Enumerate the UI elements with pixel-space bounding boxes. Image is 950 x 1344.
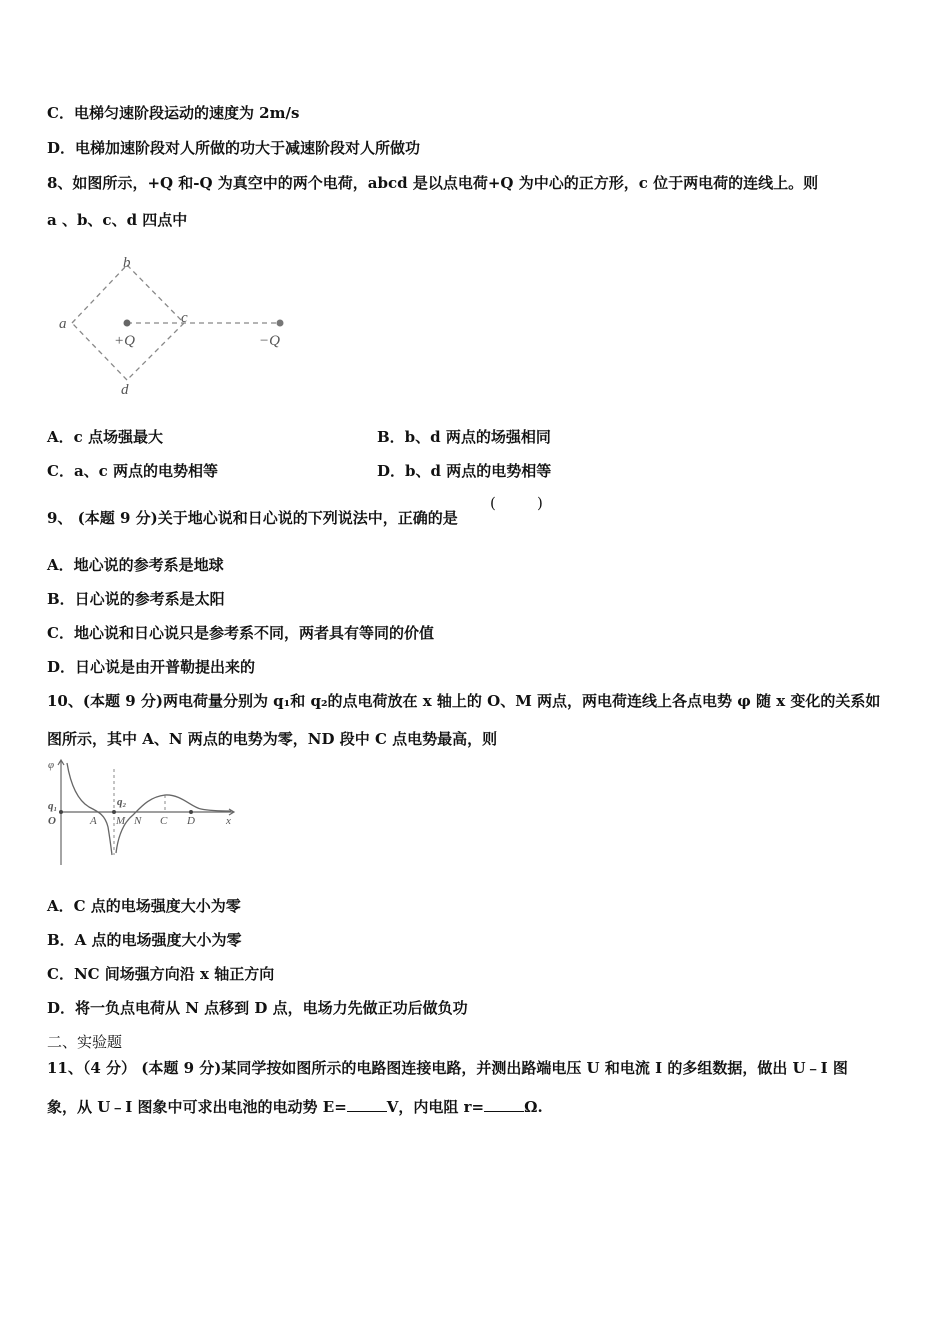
emf-blank <box>347 1099 387 1112</box>
label-C: C <box>160 815 168 827</box>
q8-option-d: D．b、d 两点的电势相等 <box>377 462 552 480</box>
q9-option-d: D．日心说是由开普勒提出来的 <box>47 658 256 676</box>
label-O: O <box>48 815 56 827</box>
label-b: b <box>123 255 131 271</box>
section-title: 二、实验题 <box>47 1033 123 1051</box>
label-a: a <box>59 316 67 332</box>
q8-charge-diagram <box>50 250 300 400</box>
q9-option-c: C．地心说和日心说只是参考系不同，两者具有等同的价值 <box>47 624 434 642</box>
q8-option-c: C．a、c 两点的电势相等 <box>47 462 219 480</box>
q9-option-a: A．地心说的参考系是地球 <box>47 556 224 574</box>
q11-text-a: 象，从 U﹣I 图象中可求出电池的电动势 E= <box>47 1098 347 1116</box>
label-plus-q: +Q <box>114 333 135 349</box>
q8-option-b: B．b、d 两点的场强相同 <box>377 428 551 446</box>
q11-text-c: Ω. <box>524 1098 543 1116</box>
q8-stem-line2: a 、b、c、d 四点中 <box>47 211 188 229</box>
q9-paren-open: ( <box>490 494 496 512</box>
label-c: c <box>181 310 188 326</box>
label-phi: φ <box>48 759 55 771</box>
q8-option-a: A．c 点场强最大 <box>47 428 163 446</box>
negative-charge-dot <box>277 320 284 327</box>
label-q1: q₁ <box>48 800 58 812</box>
label-d: d <box>121 382 129 398</box>
q8-stem-line1: 8、如图所示，+Q 和-Q 为真空中的两个电荷，abcd 是以点电荷+Q 为中心的正方形，c 位于两电荷的连线上。则 <box>47 174 819 192</box>
curve-left <box>67 763 112 855</box>
q7-option-c: C．电梯匀速阶段运动的速度为 2m/s <box>47 104 300 122</box>
positive-charge-dot <box>124 320 131 327</box>
label-N: N <box>134 815 142 827</box>
q11-stem-line2 <box>47 1096 543 1117</box>
q11-text-b: V，内电阻 r= <box>386 1098 485 1116</box>
q11-stem-line1: 11、（4 分） (本题 9 分)某同学按如图所示的电路图连接电路，并测出路端电压 U 和电流 I 的多组数据，做出 U﹣I 图 <box>47 1059 848 1077</box>
q10-option-a: A．C 点的电场强度大小为零 <box>47 897 241 915</box>
resistance-blank <box>484 1099 524 1112</box>
q10-option-c: C．NC 间场强方向沿 x 轴正方向 <box>47 965 275 983</box>
q9-paren-close: ) <box>537 494 543 512</box>
label-M: M <box>116 815 126 827</box>
q7-option-d: D．电梯加速阶段对人所做的功大于减速阶段对人所做功 <box>47 139 421 157</box>
q10-stem-line1: 10、(本题 9 分)两电荷量分别为 q₁和 q₂的点电荷放在 x 轴上的 O、M 两点，两电荷连线上各点电势 φ 随 x 变化的关系如 <box>47 692 881 710</box>
q9-option-b: B．日心说的参考系是太阳 <box>47 590 225 608</box>
label-minus-q: −Q <box>259 333 280 349</box>
q10-potential-graph <box>45 757 245 869</box>
label-x: x <box>226 815 231 827</box>
q10-option-d: D．将一负点电荷从 N 点移到 D 点，电场力先做正功后做负功 <box>47 999 468 1017</box>
q9-stem: 9、 (本题 9 分)关于地心说和日心说的下列说法中，正确的是 <box>47 509 458 527</box>
label-q2: q₂ <box>117 796 127 808</box>
label-A: A <box>90 815 97 827</box>
q10-stem-line2: 图所示，其中 A、N 两点的电势为零，ND 段中 C 点电势最高，则 <box>47 730 498 748</box>
q10-option-b: B．A 点的电场强度大小为零 <box>47 931 242 949</box>
label-D: D <box>187 815 195 827</box>
